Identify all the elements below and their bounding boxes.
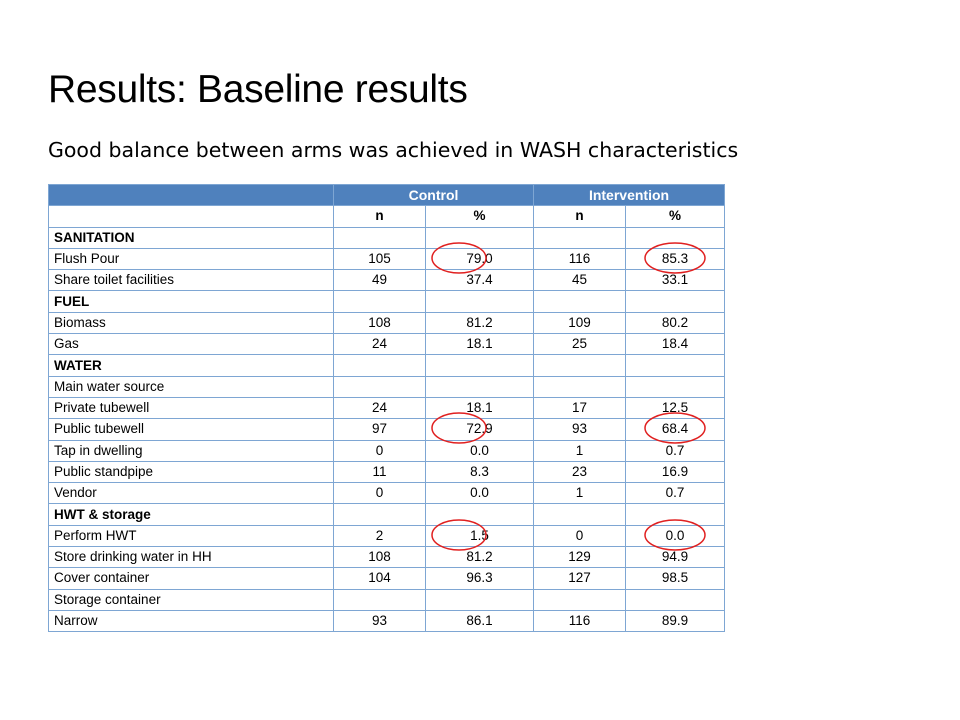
cell-control-n xyxy=(334,376,426,397)
cell-control-pct: 18.1 xyxy=(426,397,534,418)
cell-control-n: 108 xyxy=(334,312,426,333)
cell-control-n xyxy=(334,504,426,525)
row-label: Gas xyxy=(49,334,334,355)
cell-control-n xyxy=(334,589,426,610)
cell-control-n: 105 xyxy=(334,248,426,269)
cell-control-n: 49 xyxy=(334,270,426,291)
cell-intervention-pct: 68.4 xyxy=(626,419,725,440)
table-body xyxy=(49,227,725,632)
cell-intervention-n: 127 xyxy=(534,568,626,589)
table-row xyxy=(49,334,725,355)
table-row xyxy=(49,589,725,610)
cell-intervention-n xyxy=(534,227,626,248)
sub-header-intervention-n: n xyxy=(534,206,626,227)
cell-intervention-pct: 89.9 xyxy=(626,610,725,631)
cell-intervention-pct: 33.1 xyxy=(626,270,725,291)
table-row xyxy=(49,312,725,333)
table-row xyxy=(49,419,725,440)
table-row xyxy=(49,525,725,546)
cell-intervention-pct: 0.7 xyxy=(626,483,725,504)
cell-intervention-n: 17 xyxy=(534,397,626,418)
cell-intervention-n: 0 xyxy=(534,525,626,546)
table-row xyxy=(49,547,725,568)
cell-intervention-n xyxy=(534,291,626,312)
cell-control-pct: 8.3 xyxy=(426,461,534,482)
cell-intervention-n: 116 xyxy=(534,248,626,269)
slide-title: Results: Baseline results xyxy=(48,68,468,111)
cell-intervention-n: 25 xyxy=(534,334,626,355)
cell-intervention-n xyxy=(534,504,626,525)
sub-header-blank xyxy=(49,206,334,227)
cell-intervention-pct xyxy=(626,504,725,525)
cell-intervention-pct xyxy=(626,376,725,397)
cell-control-n: 2 xyxy=(334,525,426,546)
cell-control-pct xyxy=(426,291,534,312)
cell-control-n: 104 xyxy=(334,568,426,589)
cell-control-n xyxy=(334,291,426,312)
cell-intervention-pct: 12.5 xyxy=(626,397,725,418)
table-row xyxy=(49,461,725,482)
cell-control-pct: 96.3 xyxy=(426,568,534,589)
cell-intervention-n xyxy=(534,589,626,610)
cell-intervention-n: 23 xyxy=(534,461,626,482)
baseline-results-table xyxy=(48,184,725,632)
cell-control-pct: 72.9 xyxy=(426,419,534,440)
group-header-blank xyxy=(49,185,334,206)
cell-control-pct: 18.1 xyxy=(426,334,534,355)
cell-control-pct: 86.1 xyxy=(426,610,534,631)
table-row xyxy=(49,248,725,269)
row-label: Vendor xyxy=(49,483,334,504)
row-label: Narrow xyxy=(49,610,334,631)
table-row xyxy=(49,376,725,397)
row-label: Flush Pour xyxy=(49,248,334,269)
cell-intervention-pct: 85.3 xyxy=(626,248,725,269)
table-sub-header-row xyxy=(49,206,725,227)
cell-control-n: 108 xyxy=(334,547,426,568)
table-row xyxy=(49,227,725,248)
cell-control-pct xyxy=(426,227,534,248)
cell-control-n: 24 xyxy=(334,397,426,418)
cell-control-n: 93 xyxy=(334,610,426,631)
cell-intervention-pct xyxy=(626,589,725,610)
cell-intervention-pct: 0.7 xyxy=(626,440,725,461)
sub-header-control-pct: % xyxy=(426,206,534,227)
cell-control-n: 0 xyxy=(334,483,426,504)
cell-control-pct xyxy=(426,376,534,397)
sub-header-intervention-pct: % xyxy=(626,206,725,227)
cell-intervention-pct: 0.0 xyxy=(626,525,725,546)
section-label: SANITATION xyxy=(49,227,334,248)
sub-header-control-n: n xyxy=(334,206,426,227)
cell-intervention-pct: 98.5 xyxy=(626,568,725,589)
row-label: Cover container xyxy=(49,568,334,589)
row-label: Tap in dwelling xyxy=(49,440,334,461)
cell-intervention-n xyxy=(534,355,626,376)
row-label: Private tubewell xyxy=(49,397,334,418)
row-label: Storage container xyxy=(49,589,334,610)
cell-control-pct: 1.5 xyxy=(426,525,534,546)
table-row xyxy=(49,355,725,376)
table-row xyxy=(49,397,725,418)
cell-control-pct: 81.2 xyxy=(426,312,534,333)
table-row xyxy=(49,440,725,461)
cell-control-pct xyxy=(426,589,534,610)
table-group-header-row xyxy=(49,185,725,206)
baseline-table-container xyxy=(48,184,724,632)
cell-control-pct xyxy=(426,355,534,376)
row-label: Public standpipe xyxy=(49,461,334,482)
table-row xyxy=(49,504,725,525)
group-header-control: Control xyxy=(334,185,534,206)
table-row xyxy=(49,568,725,589)
row-label: Main water source xyxy=(49,376,334,397)
cell-intervention-n xyxy=(534,376,626,397)
section-label: FUEL xyxy=(49,291,334,312)
cell-intervention-pct: 16.9 xyxy=(626,461,725,482)
table-row xyxy=(49,291,725,312)
table-row xyxy=(49,610,725,631)
cell-control-n: 11 xyxy=(334,461,426,482)
cell-intervention-n: 45 xyxy=(534,270,626,291)
cell-intervention-pct xyxy=(626,355,725,376)
cell-control-pct: 0.0 xyxy=(426,440,534,461)
section-label: WATER xyxy=(49,355,334,376)
cell-control-pct: 37.4 xyxy=(426,270,534,291)
cell-control-n xyxy=(334,227,426,248)
cell-control-pct xyxy=(426,504,534,525)
cell-intervention-n: 129 xyxy=(534,547,626,568)
cell-intervention-n: 1 xyxy=(534,483,626,504)
cell-control-n: 24 xyxy=(334,334,426,355)
row-label: Public tubewell xyxy=(49,419,334,440)
cell-intervention-pct: 94.9 xyxy=(626,547,725,568)
table-row xyxy=(49,270,725,291)
row-label: Store drinking water in HH xyxy=(49,547,334,568)
group-header-intervention: Intervention xyxy=(534,185,725,206)
row-label: Share toilet facilities xyxy=(49,270,334,291)
row-label: Biomass xyxy=(49,312,334,333)
cell-control-n: 97 xyxy=(334,419,426,440)
cell-control-n xyxy=(334,355,426,376)
cell-intervention-n: 116 xyxy=(534,610,626,631)
cell-intervention-pct xyxy=(626,227,725,248)
cell-intervention-pct: 18.4 xyxy=(626,334,725,355)
cell-intervention-n: 93 xyxy=(534,419,626,440)
cell-control-pct: 0.0 xyxy=(426,483,534,504)
cell-intervention-n: 1 xyxy=(534,440,626,461)
slide-subtitle: Good balance between arms was achieved in WASH characteristics xyxy=(48,138,739,162)
cell-control-n: 0 xyxy=(334,440,426,461)
row-label: Perform HWT xyxy=(49,525,334,546)
table-row xyxy=(49,483,725,504)
cell-intervention-pct: 80.2 xyxy=(626,312,725,333)
section-label: HWT & storage xyxy=(49,504,334,525)
cell-intervention-pct xyxy=(626,291,725,312)
cell-control-pct: 81.2 xyxy=(426,547,534,568)
cell-control-pct: 79.0 xyxy=(426,248,534,269)
cell-intervention-n: 109 xyxy=(534,312,626,333)
